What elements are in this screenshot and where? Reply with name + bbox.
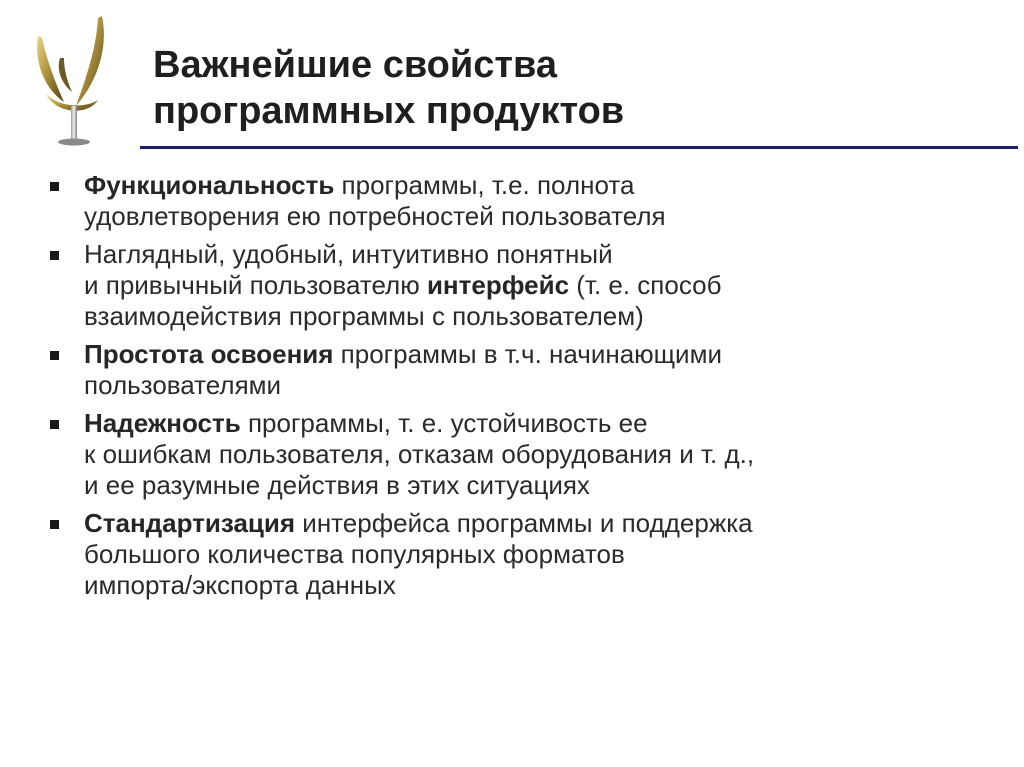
bullet-text: программы, т. е. устойчивость ее bbox=[240, 408, 648, 438]
bullet-term: интерфейс bbox=[426, 270, 570, 300]
bullet-line: большого количества популярных форматов bbox=[84, 539, 625, 569]
square-bullet-icon bbox=[50, 420, 59, 429]
bullet-line bbox=[84, 339, 978, 370]
slide-title bbox=[153, 42, 624, 134]
square-bullet-icon bbox=[50, 351, 59, 360]
list-item-ease-of-learning bbox=[48, 339, 978, 401]
bullet-line: к ошибкам пользователя, отказам оборудования и т. д., bbox=[84, 439, 755, 469]
bullet-line: удовлетворения ею потребностей пользователя bbox=[84, 201, 666, 231]
bullet-line: и ее разумные действия в этих ситуациях bbox=[84, 470, 590, 500]
bullet-term: Функциональность bbox=[84, 170, 335, 200]
scales-logo-icon bbox=[26, 14, 126, 150]
bullet-term: Простота освоения bbox=[84, 339, 334, 369]
list-item-functionality bbox=[48, 170, 978, 232]
bullet-term: Стандартизация bbox=[84, 508, 296, 538]
square-bullet-icon bbox=[50, 182, 59, 191]
list-item-reliability bbox=[48, 408, 978, 501]
bullet-line: пользователями bbox=[84, 370, 282, 400]
title-divider bbox=[140, 146, 1018, 149]
list-item-interface bbox=[48, 239, 978, 332]
bullet-line: взаимодействия программы с пользователем) bbox=[84, 301, 644, 331]
bullet-text: и привычный пользователю bbox=[84, 270, 427, 300]
bullet-text: (т. е. способ bbox=[569, 270, 722, 300]
bullet-text: интерфейса программы и поддержка bbox=[295, 508, 753, 538]
bullet-text: программы, т.е. полнота bbox=[334, 170, 635, 200]
bullet-line bbox=[84, 270, 978, 301]
square-bullet-icon bbox=[50, 520, 59, 529]
list-item-standardization bbox=[48, 508, 978, 601]
bullet-line bbox=[84, 408, 978, 439]
bullet-line bbox=[84, 170, 978, 201]
bullet-line bbox=[84, 508, 978, 539]
slide-title-line: программных продуктов bbox=[153, 90, 625, 132]
bullet-list bbox=[48, 170, 978, 608]
bullet-text: программы в т.ч. начинающими bbox=[333, 339, 722, 369]
square-bullet-icon bbox=[50, 251, 59, 260]
bullet-term: Надежность bbox=[84, 408, 241, 438]
bullet-line: импорта/экспорта данных bbox=[84, 570, 396, 600]
slide-title-line: Важнейшие свойства bbox=[153, 44, 557, 86]
bullet-line: Наглядный, удобный, интуитивно понятный bbox=[84, 239, 613, 269]
